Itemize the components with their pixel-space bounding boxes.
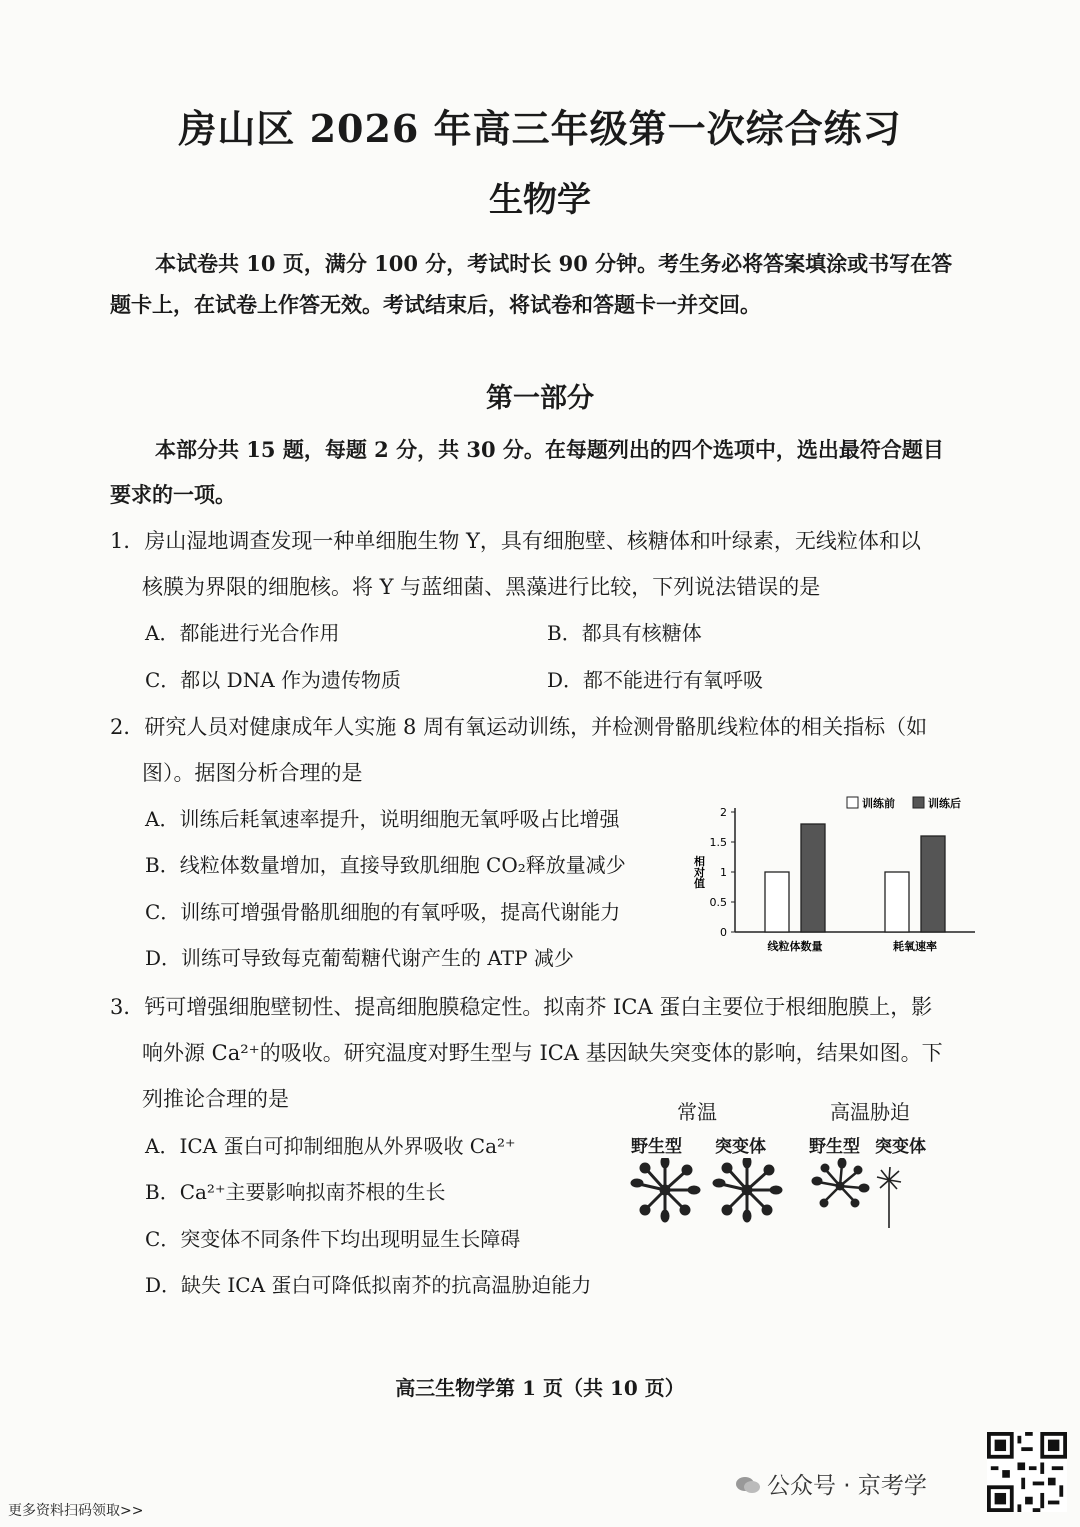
wechat-icon bbox=[735, 1475, 761, 1495]
q2-stem-line-2: 图）。据图分析合理的是 bbox=[142, 761, 363, 785]
q2-option-c: C．训练可增强骨骼肌细胞的有氧呼吸，提高代谢能力 bbox=[145, 900, 621, 924]
q2-option-d: D．训练可导致每克葡萄糖代谢产生的 ATP 减少 bbox=[145, 946, 574, 970]
q1-option-c: C．都以 DNA 作为遗传物质 bbox=[145, 668, 401, 692]
plant-label-wild-1: 野生型 bbox=[631, 1137, 682, 1157]
chart-y-tick-label: 2 bbox=[720, 806, 727, 819]
q3-option-a: A．ICA 蛋白可抑制细胞从外界吸收 Ca²⁺ bbox=[145, 1134, 516, 1158]
q1-option-d: D．都不能进行有氧呼吸 bbox=[547, 668, 764, 692]
chart-bar-after bbox=[801, 824, 825, 932]
plant-label-wild-2: 野生型 bbox=[809, 1137, 860, 1157]
plant-group-heat: 高温胁迫 bbox=[830, 1100, 910, 1124]
chart-y-tick-label: 1 bbox=[720, 866, 727, 879]
page-footer: 高三生物学第 1 页（共 10 页） bbox=[395, 1376, 685, 1400]
chart-bar-before bbox=[765, 872, 789, 932]
brand-watermark bbox=[735, 1467, 927, 1500]
section-intro-line-2: 要求的一项。 bbox=[110, 482, 236, 507]
legend-label: 训练后 bbox=[928, 797, 961, 810]
chart-y-label: 相对值 bbox=[692, 855, 706, 889]
brand-text: 公众号 · 京考学 bbox=[767, 1473, 927, 1499]
plant-rosettes bbox=[625, 1158, 955, 1236]
q3-option-d: D．缺失 ICA 蛋白可降低拟南芥的抗高温胁迫能力 bbox=[145, 1273, 592, 1297]
rosette-wild-heat bbox=[812, 1158, 869, 1207]
q3-stem-line-2: 响外源 Ca²⁺的吸收。研究温度对野生型与 ICA 基因缺失突变体的影响，结果如图。下 bbox=[142, 1041, 943, 1065]
qr-code[interactable] bbox=[987, 1432, 1067, 1512]
q1-stem-line-2: 核膜为界限的细胞核。将 Y 与蓝细菌、黑藻进行比较，下列说法错误的是 bbox=[142, 575, 821, 599]
bar-chart bbox=[685, 790, 985, 960]
q3-stem-line-3: 列推论合理的是 bbox=[142, 1087, 289, 1111]
chart-y-tick-label: 1.5 bbox=[709, 836, 727, 849]
chart-bar-before bbox=[885, 872, 909, 932]
exam-subject: 生物学 bbox=[489, 180, 591, 220]
chart-y-tick-label: 0.5 bbox=[709, 896, 727, 909]
more-resources-link[interactable]: 更多资料扫码领取>> bbox=[8, 1503, 144, 1519]
chart-ticks bbox=[710, 806, 736, 939]
chart-y-tick-label: 0 bbox=[720, 926, 727, 939]
section-intro-line-1: 本部分共 15 题，每题 2 分，共 30 分。在每题列出的四个选项中，选出最符合题目 bbox=[155, 437, 944, 462]
q3-option-c: C．突变体不同条件下均出现明显生长障碍 bbox=[145, 1227, 521, 1251]
plant-group-normal: 常温 bbox=[677, 1100, 717, 1124]
chart-bars bbox=[765, 824, 945, 932]
chart-bar-after bbox=[921, 836, 945, 932]
section-title: 第一部分 bbox=[486, 383, 594, 414]
chart-x-tick-label: 线粒体数量 bbox=[767, 940, 823, 953]
legend-swatch bbox=[847, 797, 858, 808]
plant-label-mutant-1: 突变体 bbox=[715, 1137, 766, 1157]
q3-option-b: B．Ca²⁺主要影响拟南芥根的生长 bbox=[145, 1180, 446, 1204]
plant-label-mutant-2: 突变体 bbox=[875, 1137, 926, 1157]
exam-title: 房山区 2026 年高三年级第一次综合练习 bbox=[178, 106, 902, 151]
q2-stem-line-1: 2．研究人员对健康成年人实施 8 周有氧运动训练，并检测骨骼肌线粒体的相关指标（如 bbox=[110, 715, 928, 739]
rosette-mutant-heat bbox=[877, 1167, 901, 1228]
q1-option-a: A．都能进行光合作用 bbox=[145, 621, 340, 645]
rosette-mutant-normal bbox=[713, 1158, 782, 1222]
q3-stem-line-1: 3．钙可增强细胞壁韧性、提高细胞膜稳定性。拟南芥 ICA 蛋白主要位于根细胞膜上，影 bbox=[110, 995, 933, 1019]
chart-x-tick-label: 耗氧速率 bbox=[893, 940, 937, 953]
q1-option-b: B．都具有核糖体 bbox=[547, 621, 702, 645]
q2-option-a: A．训练后耗氧速率提升，说明细胞无氧呼吸占比增强 bbox=[145, 807, 620, 831]
instructions-line-2: 题卡上，在试卷上作答无效。考试结束后，将试卷和答题卡一并交回。 bbox=[110, 292, 761, 317]
plant-figure bbox=[625, 1096, 955, 1236]
legend-label: 训练前 bbox=[862, 797, 895, 810]
q1-stem-line-1: 1．房山湿地调查发现一种单细胞生物 Y，具有细胞壁、核糖体和叶绿素，无线粒体和以 bbox=[110, 529, 921, 553]
chart-legend bbox=[847, 796, 961, 810]
rosette-wild-normal bbox=[631, 1158, 700, 1222]
instructions-line-1: 本试卷共 10 页，满分 100 分，考试时长 90 分钟。考生务必将答案填涂或书写在答 bbox=[155, 251, 953, 276]
q2-option-b: B．线粒体数量增加，直接导致肌细胞 CO₂释放量减少 bbox=[145, 853, 626, 877]
legend-swatch bbox=[913, 797, 924, 808]
